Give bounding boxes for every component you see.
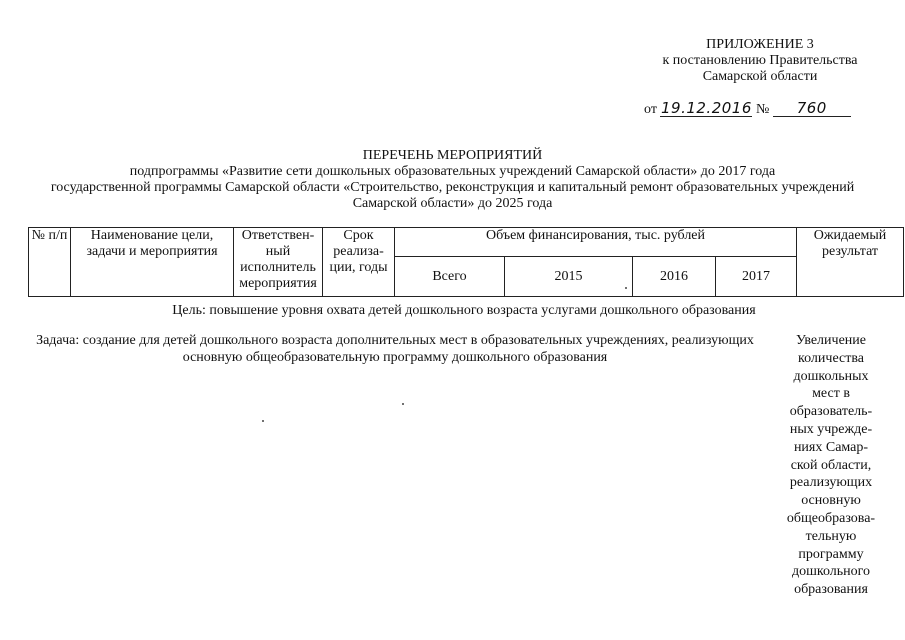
header-number: № п/п — [29, 228, 71, 297]
scan-speck — [402, 403, 404, 405]
appendix-title: ПРИЛОЖЕНИЕ 3 — [706, 37, 814, 52]
header-name: Наименование цели, задачи и мероприятия — [71, 228, 234, 297]
document-heading — [20, 148, 885, 212]
header-term: Срок реализа-ции, годы — [323, 228, 395, 297]
number-prefix: № — [755, 102, 770, 117]
appendix-block — [620, 37, 900, 85]
header-2017: 2017 — [716, 257, 797, 297]
document-title: ПЕРЕЧЕНЬ МЕРОПРИЯТИЙ — [362, 148, 543, 163]
heading-program: государственной программы Самарской области «Строительство, реконструкция и капитальный ремонт образовательных учреждений Самарской области» до 2025 года — [50, 180, 855, 211]
header-2016: 2016 — [633, 257, 716, 297]
decree-number: 760 — [773, 100, 851, 117]
appendix-line-2: Самарской области — [702, 69, 818, 84]
decree-line — [644, 100, 851, 118]
header-2015: 2015 — [505, 257, 633, 297]
header-executor: Ответствен-ный исполнитель мероприятия — [234, 228, 323, 297]
date-prefix: от — [644, 102, 657, 117]
header-result: Ожидаемый результат — [797, 228, 904, 297]
scan-speck — [625, 287, 627, 289]
header-funding: Объем финансирования, тыс. рублей — [395, 228, 797, 257]
task-row: Задача: создание для детей дошкольного возраста дополнительных мест в образовательных учреждениях, реализующих основную общеобразовательную программу дошкольного образования — [36, 333, 754, 365]
header-total: Всего — [395, 257, 505, 297]
scan-speck — [262, 420, 264, 422]
goal-row: Цель: повышение уровня охвата детей дошкольного возраста услугами дошкольного образования — [172, 303, 756, 318]
heading-subprogram: подпрограммы «Развитие сети дошкольных образовательных учреждений Самарской области» до 2017 года — [129, 164, 776, 179]
expected-result: Увеличение количества дошкольных мест в образователь-ных учрежде-ниях Самар-ской области, реализующих основную общеобразова-тельную программу дошкольного образования — [786, 333, 876, 598]
decree-date: 19.12.2016 — [660, 99, 752, 117]
measures-table-header — [28, 227, 904, 297]
appendix-line-1: к постановлению Правительства — [662, 53, 858, 68]
